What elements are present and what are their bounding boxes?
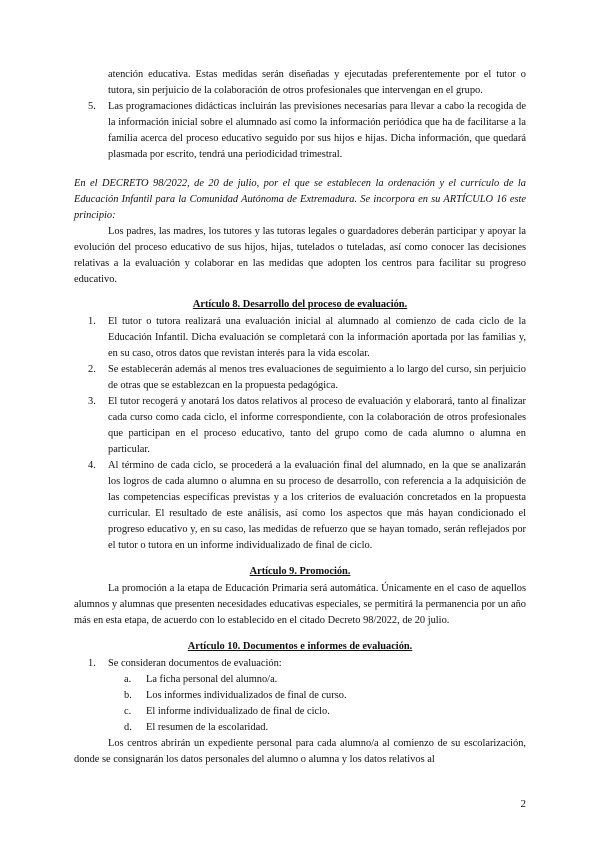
list-letter: a. (124, 674, 132, 685)
list-number: 5. (88, 101, 96, 112)
list-item-text: El resumen de la escolaridad. (146, 722, 269, 733)
list-number: 2. (88, 364, 96, 375)
art10-subitem-b (74, 688, 526, 704)
art10-subitem-d (74, 720, 526, 736)
art8-item-4 (74, 458, 526, 554)
paragraph-4-continuation: atención educativa. Estas medidas serán diseñadas y ejecutadas preferentemente por el tutor o tutora, sin perjuicio de la colaboración de otros profesionales que intervengan en el grupo. (108, 69, 526, 96)
art8-item-2 (74, 362, 526, 394)
article-9-title: Artículo 9. Promoción. (249, 566, 351, 577)
page-number: 2 (520, 798, 526, 810)
list-item-5 (74, 99, 526, 163)
list-letter: c. (124, 706, 132, 717)
art10-subitem-c (74, 704, 526, 720)
list-number: 1. (88, 316, 96, 327)
list-letter: d. (124, 722, 132, 733)
list-number: 1. (88, 658, 96, 669)
decreto-principle: Los padres, las madres, los tutores y las tutoras legales o guardadores deberán participar y apoyar la evolución del proceso educativo de sus hijos, hijas, tutelados o tuteladas, así como conocer las decisiones relativas a la evaluación y colaborar en las medidas que adopten los centros para facilitar su progreso educativo. (74, 226, 526, 285)
list-item-text: El tutor recogerá y anotará los datos relativos al proceso de evaluación y elaborará, tanto al finalizar cada curso como cada ciclo, el informe correspondiente, con la colaboración de otros profesionales que participan en el proceso educativo, tanto del grupo como de cada alumno o alumna en particular. (108, 396, 526, 455)
article-8-title: Artículo 8. Desarrollo del proceso de evaluación. (192, 299, 408, 310)
article-10-title: Artículo 10. Documentos e informes de evaluación. (187, 641, 413, 652)
art8-item-3 (74, 394, 526, 458)
article-10-closing: Los centros abrirán un expediente personal para cada alumno/a al comienzo de su escolarización, donde se consignarán los datos personales del alumno o alumna y los datos relativos al (74, 738, 526, 765)
list-item-text: El informe individualizado de final de ciclo. (146, 706, 330, 717)
list-item-text: Las programaciones didácticas incluirán las previsiones necesarias para llevar a cabo la recogida de la información inicial sobre el alumnado así como la información periódica que ha de facilitarse a la familia acerca del proceso educativo seguido por sus hijos e hijas. Dicha información, que quedará plasmada por escrito, tendrá una periodicidad trimestral. (108, 101, 526, 160)
art10-item-1 (74, 656, 526, 672)
list-number: 4. (88, 460, 96, 471)
list-item-text: Al término de cada ciclo, se procederá a la evaluación final del alumnado, en la que se analizarán los logros de cada alumno o alumna en su proceso de desarrollo, con referencia a la adquisición de las competencias específicas previstas y a los criterios de evaluación concretados en la propuesta curricular. El resultado de este análisis, así como los aspectos que más hayan condicionado el progreso educativo y, en su caso, las medidas de refuerzo que se hayan tomado, serán reflejados por el tutor o tutora en un informe individualizado de final de ciclo. (108, 460, 526, 551)
page-content (74, 67, 526, 768)
list-item-text: Los informes individualizados de final de curso. (146, 690, 347, 701)
list-item-text: El tutor o tutora realizará una evaluación inicial al alumnado al comienzo de cada ciclo de la Educación Infantil. Dicha evaluación se completará con la información aportada por las familias y, en su caso, otros datos que revistan interés para la vida escolar. (108, 316, 526, 359)
list-item-text: Se establecerán además al menos tres evaluaciones de seguimiento a lo largo del curso, sin perjuicio de otras que se establezcan en la propuesta pedagógica. (108, 364, 526, 391)
art10-subitem-a (74, 672, 526, 688)
article-9-text: La promoción a la etapa de Educación Primaria será automática. Únicamente en el caso de aquellos alumnos y alumnas que presenten necesidades educativas especiales, se permitirá la permanencia por un año más en esta etapa, de acuerdo con lo establecido en el citado Decreto 98/2022, de 20 julio. (74, 583, 526, 626)
list-item-text: La ficha personal del alumno/a. (146, 674, 278, 685)
art8-item-1 (74, 314, 526, 362)
list-letter: b. (124, 690, 132, 701)
decreto-intro: En el DECRETO 98/2022, de 20 de julio, por el que se establecen la ordenación y el currículo de la Educación Infantil para la Comunidad Autónoma de Extremadura. Se incorpora en su ARTÍCULO 16 este principio: (74, 178, 526, 221)
list-number: 3. (88, 396, 96, 407)
list-item-text: Se consideran documentos de evaluación: (108, 658, 282, 669)
